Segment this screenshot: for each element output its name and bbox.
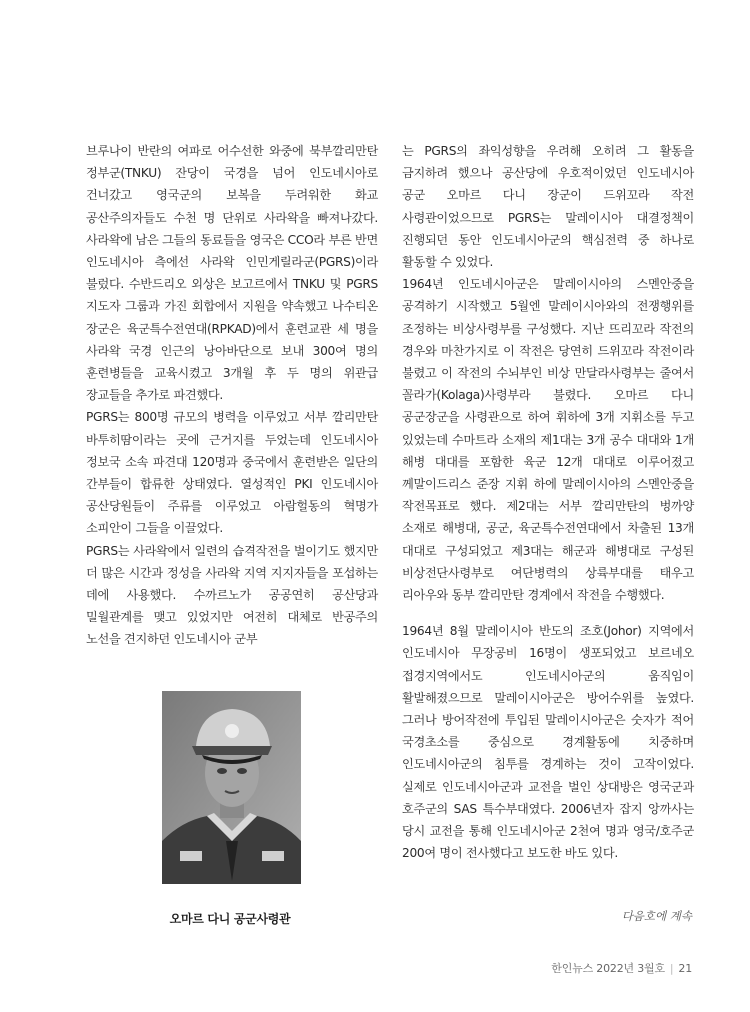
page-footer — [551, 960, 692, 976]
portrait-illustration — [162, 691, 301, 884]
photo-caption: 오마르 다니 공군사령관 — [169, 912, 291, 926]
portrait-photo — [162, 691, 301, 884]
article-paragraph: 1964년 8월 말레이시아 반도의 조호(Johor) 지역에서 인도네시아 무장공비 16명이 생포되었고 보르네오 접경지역에서도 인도네시아군의 움직임이 활발해졌으므로 말레이시아군은 방어수위를 높였다. 그러나 방어작전에 투입된 말레이시아군은 숫자가 적어 국경초소를 중심으로 경계활동에 치중하며 인도네시아군의 침투를 경계하는 것이 고작이었다. 실제로 인도네시아군과 교전을 벌인 상대방은 영국군과 호주군의 SAS 특수부대였다. 2006년자 잡지 앙까사는 당시 교전을 통해 인도네시아군 2천여 명과 영국/호주군 200여 명이 전사했다고 보도한 바도 있다. — [402, 624, 694, 861]
article-paragraph: PGRS는 800명 규모의 병력을 이루었고 서부 깔리만탄 바투히땀이라는 곳에 근거지를 두었는데 인도네시아 정보국 소속 파견대 120명과 중국에서 훈련받은 일단의 간부들이 합류한 상태였다. 열성적인 PKI 인도네시아 공산당원들이 주류를 이루었고 아람헐동의 혁명가 소피안이 그들을 이끌었다. — [86, 410, 378, 536]
article-left-column — [86, 140, 378, 651]
article-right-column — [402, 140, 694, 865]
article-paragraph: PGRS는 사라왁에서 일련의 습격작전을 벌이기도 했지만 더 많은 시간과 정성을 사라왁 지역 지지자들을 포섭하는 데에 사용했다. 수까르노가 공공연히 공산당과 밀월관계를 맺고 있었지만 여전히 대체로 반공주의 노선을 견지하던 인도네시아 군부 — [86, 543, 378, 647]
article-paragraph: 브루나이 반란의 여파로 어수선한 와중에 북부깔리만탄 정부군(TNKU) 잔당이 국경을 넘어 인도네시아로 건너갔고 영국군의 보복을 두려워한 화교 공산주의자들도 수천 명 단위로 사라왁을 빠져나갔다. 사라왁에 남은 그들의 동료들을 영국은 CCO라 부른 반면 인도네시아 측에선 사라왁 인민게릴라군(PGRS)이라 불렀다. 수반드리오 외상은 보고르에서 TNKU 및 PGRS 지도자 그룹과 가진 회합에서 지원을 약속했고 나수티온 장군은 육군특수전연대(RPKAD)에서 훈련교관 세 명을 사라왁 국경 인근의 낭아바단으로 보내 300여 명의 훈련병들을 교육시켰고 3개월 후 두 명의 위관급 장교들을 추가로 파견했다. — [86, 144, 378, 403]
publication-name: 한인뉴스 2022년 3월호 — [551, 962, 665, 975]
article-paragraph: 는 PGRS의 좌익성향을 우려해 오히려 그 활동을 금지하려 했으나 공산당에 우호적이었던 인도네시아 공군 오마르 다니 장군이 드위꼬라 작전 사령관이었으므로 PGRS는 말레이시아 대결정책이 진행되던 동안 인도네시아군의 핵심전력 중 하나로 활동할 수 있었다. — [402, 144, 694, 270]
page-number: 21 — [678, 962, 692, 975]
article-paragraph: 1964년 인도네시아군은 말레이시아의 스멘안중을 공격하기 시작했고 5월엔 말레이시아와의 전쟁행위를 조정하는 비상사령부를 구성했다. 지난 뜨리꼬라 작전의 경우와 마찬가지로 이 작전은 당연히 드위꼬라 작전이라 불렸고 이 작전의 수뇌부인 비상 만달라사령부는 줄여서 꼴라가(Kolaga)사령부라 불렸다. 오마르 다니 공군장군을 사령관으로 하여 휘하에 3개 지휘소를 두고 있었는데 수마트라 소재의 제1대는 3개 공수 대대와 1개 해병 대대를 포함한 육군 12개 대대로 이루어졌고 께말이드리스 준장 지휘 하에 말레이시아의 스멘안중을 작전목표로 했다. 제2대는 서부 깔리만탄의 벙까양 소재로 해병대, 공군, 육군특수전연대에서 차출된 13개 대대로 구성되었고 제3대는 해군과 해병대로 구성된 비상전단사령부로 여단병력의 상륙부대를 태우고 리아우와 동부 깔리만탄 경계에서 작전을 수행했다. — [402, 277, 694, 603]
footer-separator: | — [669, 962, 674, 975]
continued-note: 다음호에 계속 — [621, 909, 692, 923]
